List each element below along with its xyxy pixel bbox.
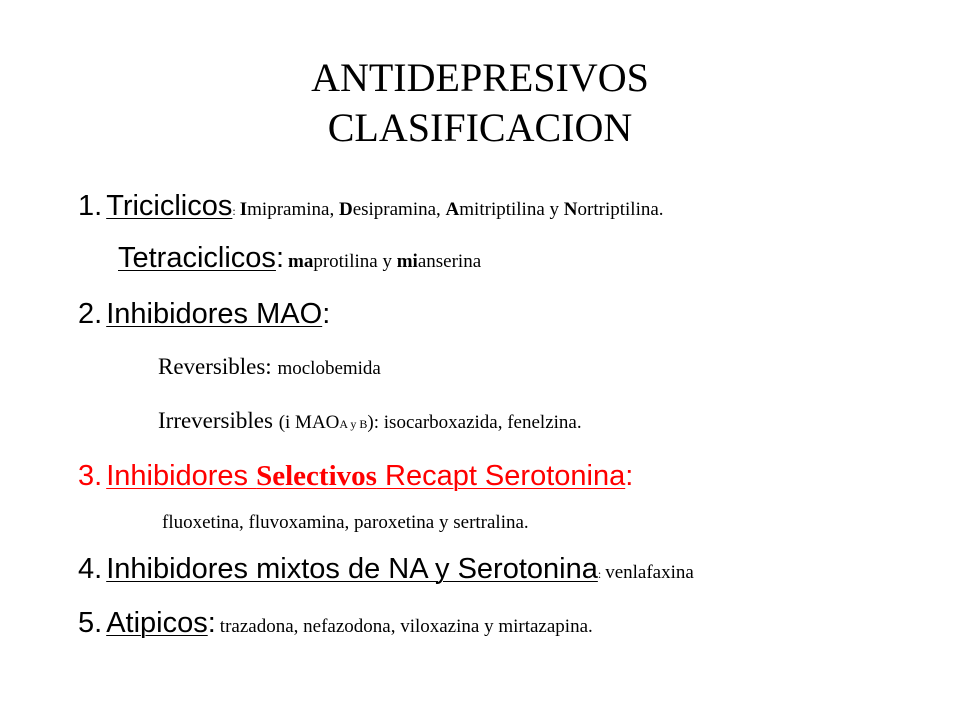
item-1-number: 1. [78,190,103,222]
item-2-number: 2. [78,298,103,330]
item-3-colon: : [625,460,634,492]
drug-initial: D [338,199,353,220]
item-3-drugs: fluoxetina, fluvoxamina, paroxetina y sertralina. [162,512,529,533]
item-3-number: 3. [78,460,103,492]
title-line-1: ANTIDEPRESIVOS [311,55,649,100]
item-5-heading: Atipicos [106,607,208,639]
item-2b-heading: Irreversibles [158,408,273,433]
item-4-heading: Inhibidores mixtos de NA y Serotonina [106,553,598,585]
item-5-drugs: trazadona, nefazodona, viloxazina y mirtazapina. [219,616,593,637]
drug-rest: ortriptilina. [577,199,664,220]
item-5-number: 5. [78,607,103,639]
drug-initial: N [563,199,578,220]
drug-prefix: mi [396,251,418,272]
item-1-colon: : [232,204,236,218]
drug-initial: I [239,199,248,220]
item-2b-detail [279,412,582,433]
item-3-heading-b: Recapt Serotonina [376,460,626,492]
item-4 [78,553,694,586]
item-1b-colon: : [275,242,284,274]
item-2b [158,408,582,434]
item-2a-heading: Reversibles: [158,354,272,379]
item-1 [78,190,664,223]
item-4-drugs: venlafaxina [605,562,694,583]
item-2-heading: Inhibidores MAO [106,298,323,330]
item-3 [78,460,633,493]
drug-rest: mitriptilina y [459,199,564,220]
paren-close: ): isocarboxazida, fenelzina. [367,412,582,433]
drug-rest: esipramina, [352,199,446,220]
item-4-colon: : [597,567,602,581]
item-1b-heading: Tetraciclicos [118,242,276,274]
subscript: A y B [339,417,368,431]
item-3-heading-a: Inhibidores [106,460,257,492]
item-4-number: 4. [78,553,103,585]
item-5 [78,607,593,640]
paren-open: (i MAO [278,412,340,433]
drug-rest: mipramina, [247,199,339,220]
drug-prefix: ma [288,251,314,272]
drug-rest: anserina [417,251,482,272]
item-2-colon: : [322,298,331,330]
drug-rest: protilina y [313,251,397,272]
item-2 [78,298,330,331]
item-2a [158,354,381,380]
title-line-2: CLASIFICACION [327,105,633,150]
drug-initial: A [445,199,460,220]
item-2a-drugs: moclobemida [277,358,381,379]
item-1b [118,242,481,275]
item-3-heading-bold: Selectivos [256,460,377,492]
item-1-drugs [240,199,664,220]
item-1b-drugs [288,251,481,272]
item-1-heading: Triciclicos [106,190,233,222]
item-3-heading [106,460,625,492]
item-5-colon: : [207,607,216,639]
